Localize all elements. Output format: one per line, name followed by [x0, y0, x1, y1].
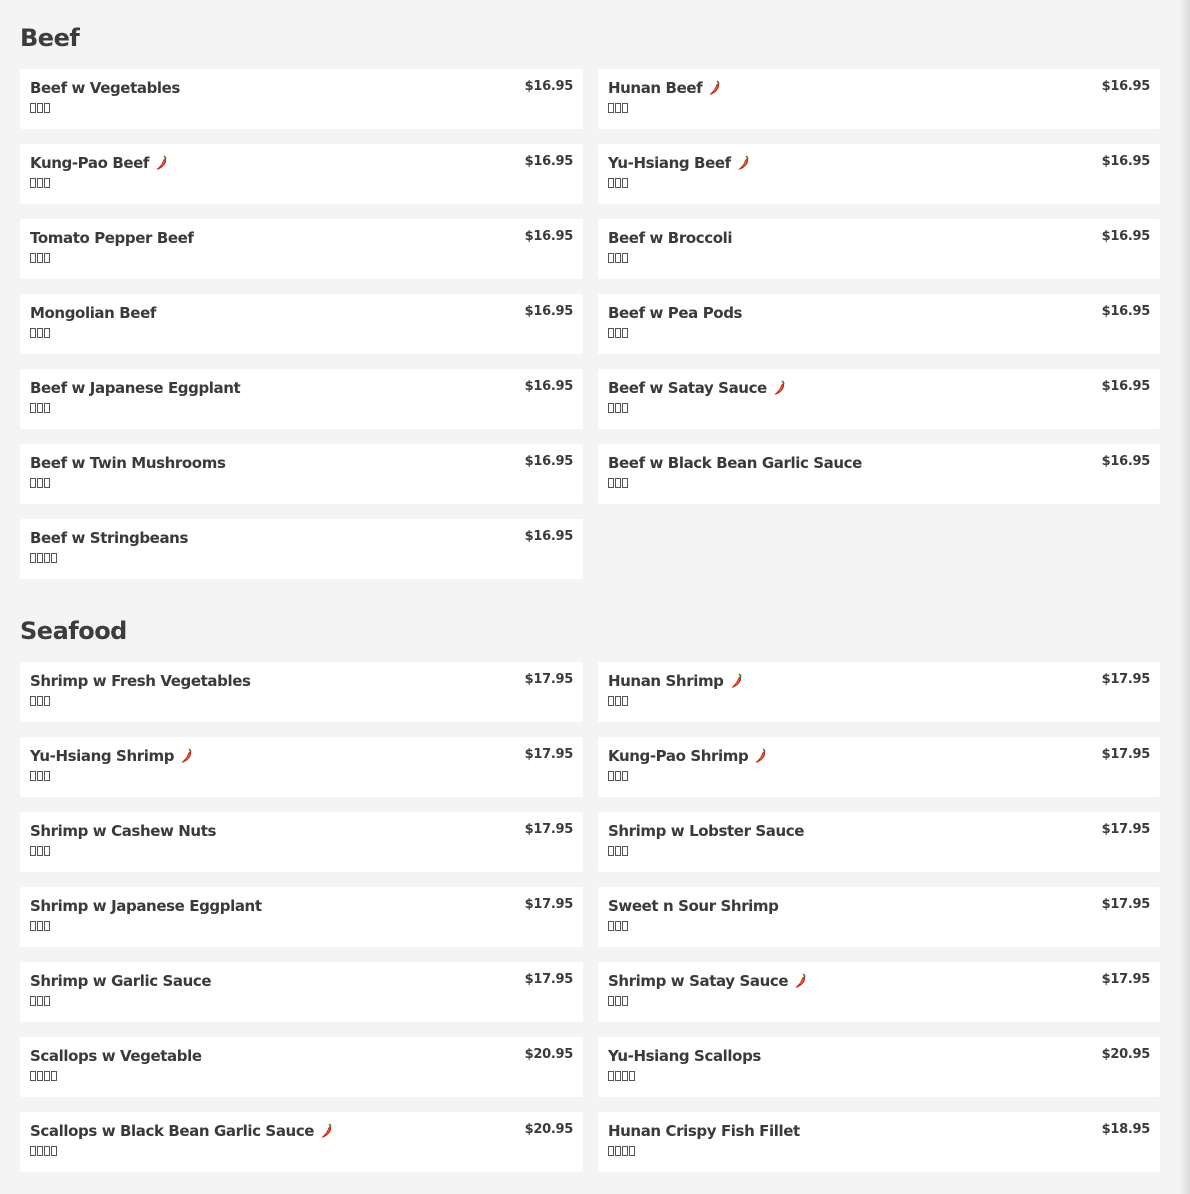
menu-item-price: $17.95	[1101, 822, 1150, 837]
menu-item-price: $16.95	[524, 154, 573, 169]
menu-grid	[20, 662, 1160, 1172]
missing-glyph-box	[615, 1146, 621, 1156]
menu-item-price: $16.95	[524, 379, 573, 394]
menu-item-header	[608, 378, 1150, 400]
menu-item-shrimp-w-japanese-eggplant[interactable]	[20, 887, 583, 947]
menu-item-tomato-pepper-beef[interactable]	[20, 219, 583, 279]
missing-glyph-box	[51, 553, 57, 563]
chinese-name-placeholder	[608, 920, 1150, 932]
missing-glyph-box	[51, 1146, 57, 1156]
menu-item-sweet-n-sour-shrimp[interactable]	[598, 887, 1160, 947]
menu-item-name: Beef w Satay Sauce	[608, 379, 767, 397]
menu-item-header	[30, 971, 573, 993]
missing-glyph-box	[622, 178, 628, 188]
chili-pepper-icon	[180, 748, 194, 764]
menu-item-name-group	[30, 78, 180, 98]
missing-glyph-box	[622, 403, 628, 413]
missing-glyph-box	[622, 696, 628, 706]
menu-item-mongolian-beef[interactable]	[20, 294, 583, 354]
menu-item-name: Kung-Pao Shrimp	[608, 747, 749, 765]
menu-item-hunan-beef[interactable]	[598, 69, 1160, 129]
menu-item-price: $16.95	[524, 304, 573, 319]
chinese-name-placeholder	[30, 102, 573, 114]
menu-item-shrimp-w-satay-sauce[interactable]	[598, 962, 1160, 1022]
missing-glyph-box	[30, 1071, 36, 1081]
chinese-name-placeholder	[30, 995, 573, 1007]
missing-glyph-box	[615, 478, 621, 488]
menu-item-header	[608, 1121, 1150, 1143]
menu-item-name: Yu-Hsiang Scallops	[608, 1047, 761, 1065]
menu-item-name: Beef w Vegetables	[30, 79, 180, 97]
missing-glyph-box	[44, 553, 50, 563]
chinese-name-placeholder	[30, 252, 573, 264]
missing-glyph-box	[37, 996, 43, 1006]
missing-glyph-box	[30, 921, 36, 931]
missing-glyph-box	[37, 178, 43, 188]
menu-item-name: Beef w Broccoli	[608, 229, 733, 247]
menu-item-shrimp-w-garlic-sauce[interactable]	[20, 962, 583, 1022]
missing-glyph-box	[629, 1146, 635, 1156]
missing-glyph-box	[615, 696, 621, 706]
menu-page	[20, 0, 1160, 1172]
menu-item-header	[30, 78, 573, 100]
missing-glyph-box	[44, 921, 50, 931]
missing-glyph-box	[44, 178, 50, 188]
missing-glyph-box	[608, 478, 614, 488]
menu-item-name-group	[30, 1046, 202, 1066]
missing-glyph-box	[37, 921, 43, 931]
menu-item-header	[30, 821, 573, 843]
menu-item-name: Tomato Pepper Beef	[30, 229, 194, 247]
menu-item-name: Shrimp w Garlic Sauce	[30, 972, 212, 990]
missing-glyph-box	[615, 403, 621, 413]
menu-item-name: Hunan Beef	[608, 79, 703, 97]
chinese-name-placeholder	[608, 1070, 1150, 1082]
menu-item-name: Mongolian Beef	[30, 304, 156, 322]
missing-glyph-box	[608, 846, 614, 856]
menu-item-header	[608, 453, 1150, 475]
chinese-name-placeholder	[608, 177, 1150, 189]
menu-item-price: $16.95	[524, 79, 573, 94]
missing-glyph-box	[608, 328, 614, 338]
menu-item-name-group	[608, 1046, 761, 1066]
menu-item-name: Beef w Black Bean Garlic Sauce	[608, 454, 862, 472]
menu-item-price: $17.95	[524, 897, 573, 912]
missing-glyph-box	[44, 846, 50, 856]
chinese-name-placeholder	[608, 695, 1150, 707]
menu-item-hunan-crispy-fish-fillet[interactable]	[598, 1112, 1160, 1172]
chinese-name-placeholder	[30, 845, 573, 857]
menu-item-price: $16.95	[524, 529, 573, 544]
missing-glyph-box	[622, 478, 628, 488]
scrollbar-shadow	[1178, 0, 1190, 1194]
menu-item-beef-w-japanese-eggplant[interactable]	[20, 369, 583, 429]
menu-item-name: Shrimp w Lobster Sauce	[608, 822, 805, 840]
menu-item-name-group	[608, 971, 808, 991]
menu-item-header	[30, 528, 573, 550]
menu-item-price: $16.95	[1101, 79, 1150, 94]
missing-glyph-box	[44, 403, 50, 413]
menu-item-shrimp-w-fresh-vegetables[interactable]	[20, 662, 583, 722]
missing-glyph-box	[30, 178, 36, 188]
missing-glyph-box	[37, 253, 43, 263]
missing-glyph-box	[622, 1146, 628, 1156]
missing-glyph-box	[622, 1071, 628, 1081]
chili-pepper-icon	[320, 1123, 334, 1139]
missing-glyph-box	[608, 103, 614, 113]
menu-item-name: Shrimp w Satay Sauce	[608, 972, 789, 990]
menu-item-header	[30, 896, 573, 918]
menu-item-price: $17.95	[1101, 897, 1150, 912]
missing-glyph-box	[622, 996, 628, 1006]
menu-item-hunan-shrimp[interactable]	[598, 662, 1160, 722]
menu-item-yu-hsiang-shrimp[interactable]	[20, 737, 583, 797]
menu-item-name-group	[30, 453, 225, 473]
menu-item-header	[608, 896, 1150, 918]
missing-glyph-box	[615, 1071, 621, 1081]
chili-pepper-icon	[794, 973, 808, 989]
menu-item-name-group	[30, 671, 251, 691]
menu-item-price: $16.95	[1101, 229, 1150, 244]
missing-glyph-box	[615, 103, 621, 113]
menu-item-header	[608, 1046, 1150, 1068]
missing-glyph-box	[44, 996, 50, 1006]
menu-item-beef-w-stringbeans[interactable]	[20, 519, 583, 579]
menu-item-price: $16.95	[524, 229, 573, 244]
menu-item-header	[608, 671, 1150, 693]
menu-item-name-group	[608, 453, 862, 473]
missing-glyph-box	[622, 253, 628, 263]
menu-item-kung-pao-shrimp[interactable]	[598, 737, 1160, 797]
missing-glyph-box	[615, 328, 621, 338]
menu-item-name-group	[30, 896, 262, 916]
menu-item-name: Beef w Japanese Eggplant	[30, 379, 241, 397]
missing-glyph-box	[37, 403, 43, 413]
missing-glyph-box	[44, 771, 50, 781]
menu-item-header	[30, 228, 573, 250]
missing-glyph-box	[608, 996, 614, 1006]
chinese-name-placeholder	[30, 1070, 573, 1082]
menu-item-name: Beef w Twin Mushrooms	[30, 454, 226, 472]
menu-item-header	[30, 303, 573, 325]
menu-item-price: $18.95	[1101, 1122, 1150, 1137]
menu-item-header	[30, 746, 573, 768]
missing-glyph-box	[30, 771, 36, 781]
menu-item-header	[30, 671, 573, 693]
menu-item-beef-w-black-bean-garlic-sauce[interactable]	[598, 444, 1160, 504]
menu-item-price: $17.95	[1101, 672, 1150, 687]
missing-glyph-box	[30, 846, 36, 856]
missing-glyph-box	[608, 1146, 614, 1156]
chinese-name-placeholder	[30, 402, 573, 414]
menu-item-name: Shrimp w Japanese Eggplant	[30, 897, 262, 915]
chinese-name-placeholder	[608, 770, 1150, 782]
menu-item-header	[608, 746, 1150, 768]
menu-item-price: $16.95	[1101, 154, 1150, 169]
menu-item-name-group	[30, 528, 188, 548]
missing-glyph-box	[37, 771, 43, 781]
missing-glyph-box	[37, 1071, 43, 1081]
chinese-name-placeholder	[608, 327, 1150, 339]
chinese-name-placeholder	[30, 327, 573, 339]
chinese-name-placeholder	[608, 845, 1150, 857]
menu-item-name: Scallops w Vegetable	[30, 1047, 202, 1065]
chili-pepper-icon	[730, 673, 744, 689]
menu-item-yu-hsiang-scallops[interactable]	[598, 1037, 1160, 1097]
menu-item-name-group	[30, 1121, 334, 1141]
menu-item-name-group	[30, 153, 169, 173]
missing-glyph-box	[44, 1071, 50, 1081]
missing-glyph-box	[622, 103, 628, 113]
missing-glyph-box	[51, 1071, 57, 1081]
chinese-name-placeholder	[30, 177, 573, 189]
menu-item-price: $16.95	[1101, 454, 1150, 469]
missing-glyph-box	[608, 403, 614, 413]
menu-item-price: $16.95	[1101, 304, 1150, 319]
chinese-name-placeholder	[30, 1145, 573, 1157]
menu-item-name-group	[608, 228, 732, 248]
section-title: Seafood	[20, 617, 127, 645]
menu-item-name-group	[30, 821, 216, 841]
menu-item-beef-w-twin-mushrooms[interactable]	[20, 444, 583, 504]
menu-item-name: Kung-Pao Beef	[30, 154, 150, 172]
menu-item-header	[608, 228, 1150, 250]
section-title: Beef	[20, 24, 80, 52]
missing-glyph-box	[30, 103, 36, 113]
menu-item-name: Hunan Shrimp	[608, 672, 724, 690]
menu-item-name: Shrimp w Cashew Nuts	[30, 822, 217, 840]
missing-glyph-box	[608, 253, 614, 263]
menu-item-scallops-w-black-bean-garlic-sauce[interactable]	[20, 1112, 583, 1172]
missing-glyph-box	[44, 478, 50, 488]
chinese-name-placeholder	[30, 770, 573, 782]
missing-glyph-box	[44, 696, 50, 706]
menu-item-header	[608, 153, 1150, 175]
missing-glyph-box	[37, 103, 43, 113]
menu-item-beef-w-broccoli[interactable]	[598, 219, 1160, 279]
menu-item-price: $20.95	[524, 1047, 573, 1062]
menu-item-name: Sweet n Sour Shrimp	[608, 897, 779, 915]
menu-item-name: Scallops w Black Bean Garlic Sauce	[30, 1122, 315, 1140]
chili-pepper-icon	[773, 380, 787, 396]
menu-item-name-group	[608, 153, 751, 173]
menu-item-name-group	[608, 1121, 800, 1141]
chili-pepper-icon	[708, 80, 722, 96]
menu-item-name-group	[30, 971, 211, 991]
menu-item-name-group	[30, 303, 156, 323]
menu-item-header	[608, 303, 1150, 325]
missing-glyph-box	[37, 696, 43, 706]
menu-item-name-group	[30, 378, 240, 398]
menu-item-price: $17.95	[524, 972, 573, 987]
chinese-name-placeholder	[30, 477, 573, 489]
menu-grid	[20, 69, 1160, 579]
missing-glyph-box	[30, 1146, 36, 1156]
missing-glyph-box	[44, 1146, 50, 1156]
menu-item-beef-w-vegetables[interactable]	[20, 69, 583, 129]
missing-glyph-box	[622, 846, 628, 856]
missing-glyph-box	[44, 253, 50, 263]
menu-item-header	[30, 378, 573, 400]
menu-item-name: Yu-Hsiang Beef	[608, 154, 731, 172]
missing-glyph-box	[608, 696, 614, 706]
chinese-name-placeholder	[608, 102, 1150, 114]
chinese-name-placeholder	[608, 1145, 1150, 1157]
menu-item-name: Beef w Pea Pods	[608, 304, 743, 322]
missing-glyph-box	[622, 328, 628, 338]
missing-glyph-box	[622, 921, 628, 931]
missing-glyph-box	[44, 103, 50, 113]
section-beef	[20, 20, 1160, 579]
missing-glyph-box	[30, 328, 36, 338]
chinese-name-placeholder	[30, 695, 573, 707]
menu-item-header	[30, 1121, 573, 1143]
missing-glyph-box	[629, 1071, 635, 1081]
menu-item-price: $17.95	[524, 672, 573, 687]
missing-glyph-box	[608, 771, 614, 781]
menu-item-name: Beef w Stringbeans	[30, 529, 188, 547]
missing-glyph-box	[30, 253, 36, 263]
menu-item-scallops-w-vegetable[interactable]	[20, 1037, 583, 1097]
menu-item-header	[30, 153, 573, 175]
missing-glyph-box	[608, 921, 614, 931]
menu-item-price: $17.95	[524, 747, 573, 762]
missing-glyph-box	[37, 1146, 43, 1156]
menu-item-name-group	[608, 821, 804, 841]
menu-item-name-group	[608, 746, 768, 766]
menu-item-header	[30, 1046, 573, 1068]
chinese-name-placeholder	[30, 552, 573, 564]
menu-item-price: $17.95	[1101, 972, 1150, 987]
chinese-name-placeholder	[30, 920, 573, 932]
chinese-name-placeholder	[608, 995, 1150, 1007]
menu-item-price: $16.95	[524, 454, 573, 469]
missing-glyph-box	[615, 996, 621, 1006]
menu-item-header	[608, 971, 1150, 993]
missing-glyph-box	[615, 178, 621, 188]
menu-item-price: $17.95	[524, 822, 573, 837]
menu-item-name: Yu-Hsiang Shrimp	[30, 747, 175, 765]
menu-item-name-group	[30, 228, 194, 248]
missing-glyph-box	[37, 553, 43, 563]
missing-glyph-box	[44, 328, 50, 338]
chili-pepper-icon	[155, 155, 169, 171]
menu-item-header	[30, 453, 573, 475]
missing-glyph-box	[608, 1071, 614, 1081]
menu-item-kung-pao-beef[interactable]	[20, 144, 583, 204]
missing-glyph-box	[30, 696, 36, 706]
menu-item-price: $20.95	[524, 1122, 573, 1137]
chinese-name-placeholder	[608, 252, 1150, 264]
menu-item-header	[608, 821, 1150, 843]
chinese-name-placeholder	[608, 477, 1150, 489]
menu-item-name-group	[608, 78, 722, 98]
chili-pepper-icon	[754, 748, 768, 764]
missing-glyph-box	[615, 771, 621, 781]
chinese-name-placeholder	[608, 402, 1150, 414]
menu-item-name-group	[30, 746, 194, 766]
missing-glyph-box	[30, 553, 36, 563]
menu-item-name-group	[608, 671, 744, 691]
missing-glyph-box	[615, 846, 621, 856]
missing-glyph-box	[615, 253, 621, 263]
missing-glyph-box	[615, 921, 621, 931]
menu-item-shrimp-w-lobster-sauce[interactable]	[598, 812, 1160, 872]
menu-item-name-group	[608, 303, 742, 323]
menu-item-beef-w-satay-sauce[interactable]	[598, 369, 1160, 429]
missing-glyph-box	[37, 846, 43, 856]
missing-glyph-box	[30, 478, 36, 488]
missing-glyph-box	[622, 771, 628, 781]
menu-item-price: $20.95	[1101, 1047, 1150, 1062]
menu-item-price: $17.95	[1101, 747, 1150, 762]
menu-item-shrimp-w-cashew-nuts[interactable]	[20, 812, 583, 872]
menu-item-price: $16.95	[1101, 379, 1150, 394]
menu-item-beef-w-pea-pods[interactable]	[598, 294, 1160, 354]
menu-item-name-group	[608, 378, 787, 398]
missing-glyph-box	[30, 996, 36, 1006]
missing-glyph-box	[608, 178, 614, 188]
missing-glyph-box	[30, 403, 36, 413]
chili-pepper-icon	[737, 155, 751, 171]
menu-item-header	[608, 78, 1150, 100]
missing-glyph-box	[37, 328, 43, 338]
menu-item-name: Shrimp w Fresh Vegetables	[30, 672, 251, 690]
section-seafood	[20, 613, 1160, 1172]
menu-item-yu-hsiang-beef[interactable]	[598, 144, 1160, 204]
missing-glyph-box	[37, 478, 43, 488]
menu-item-name-group	[608, 896, 779, 916]
menu-item-name: Hunan Crispy Fish Fillet	[608, 1122, 800, 1140]
